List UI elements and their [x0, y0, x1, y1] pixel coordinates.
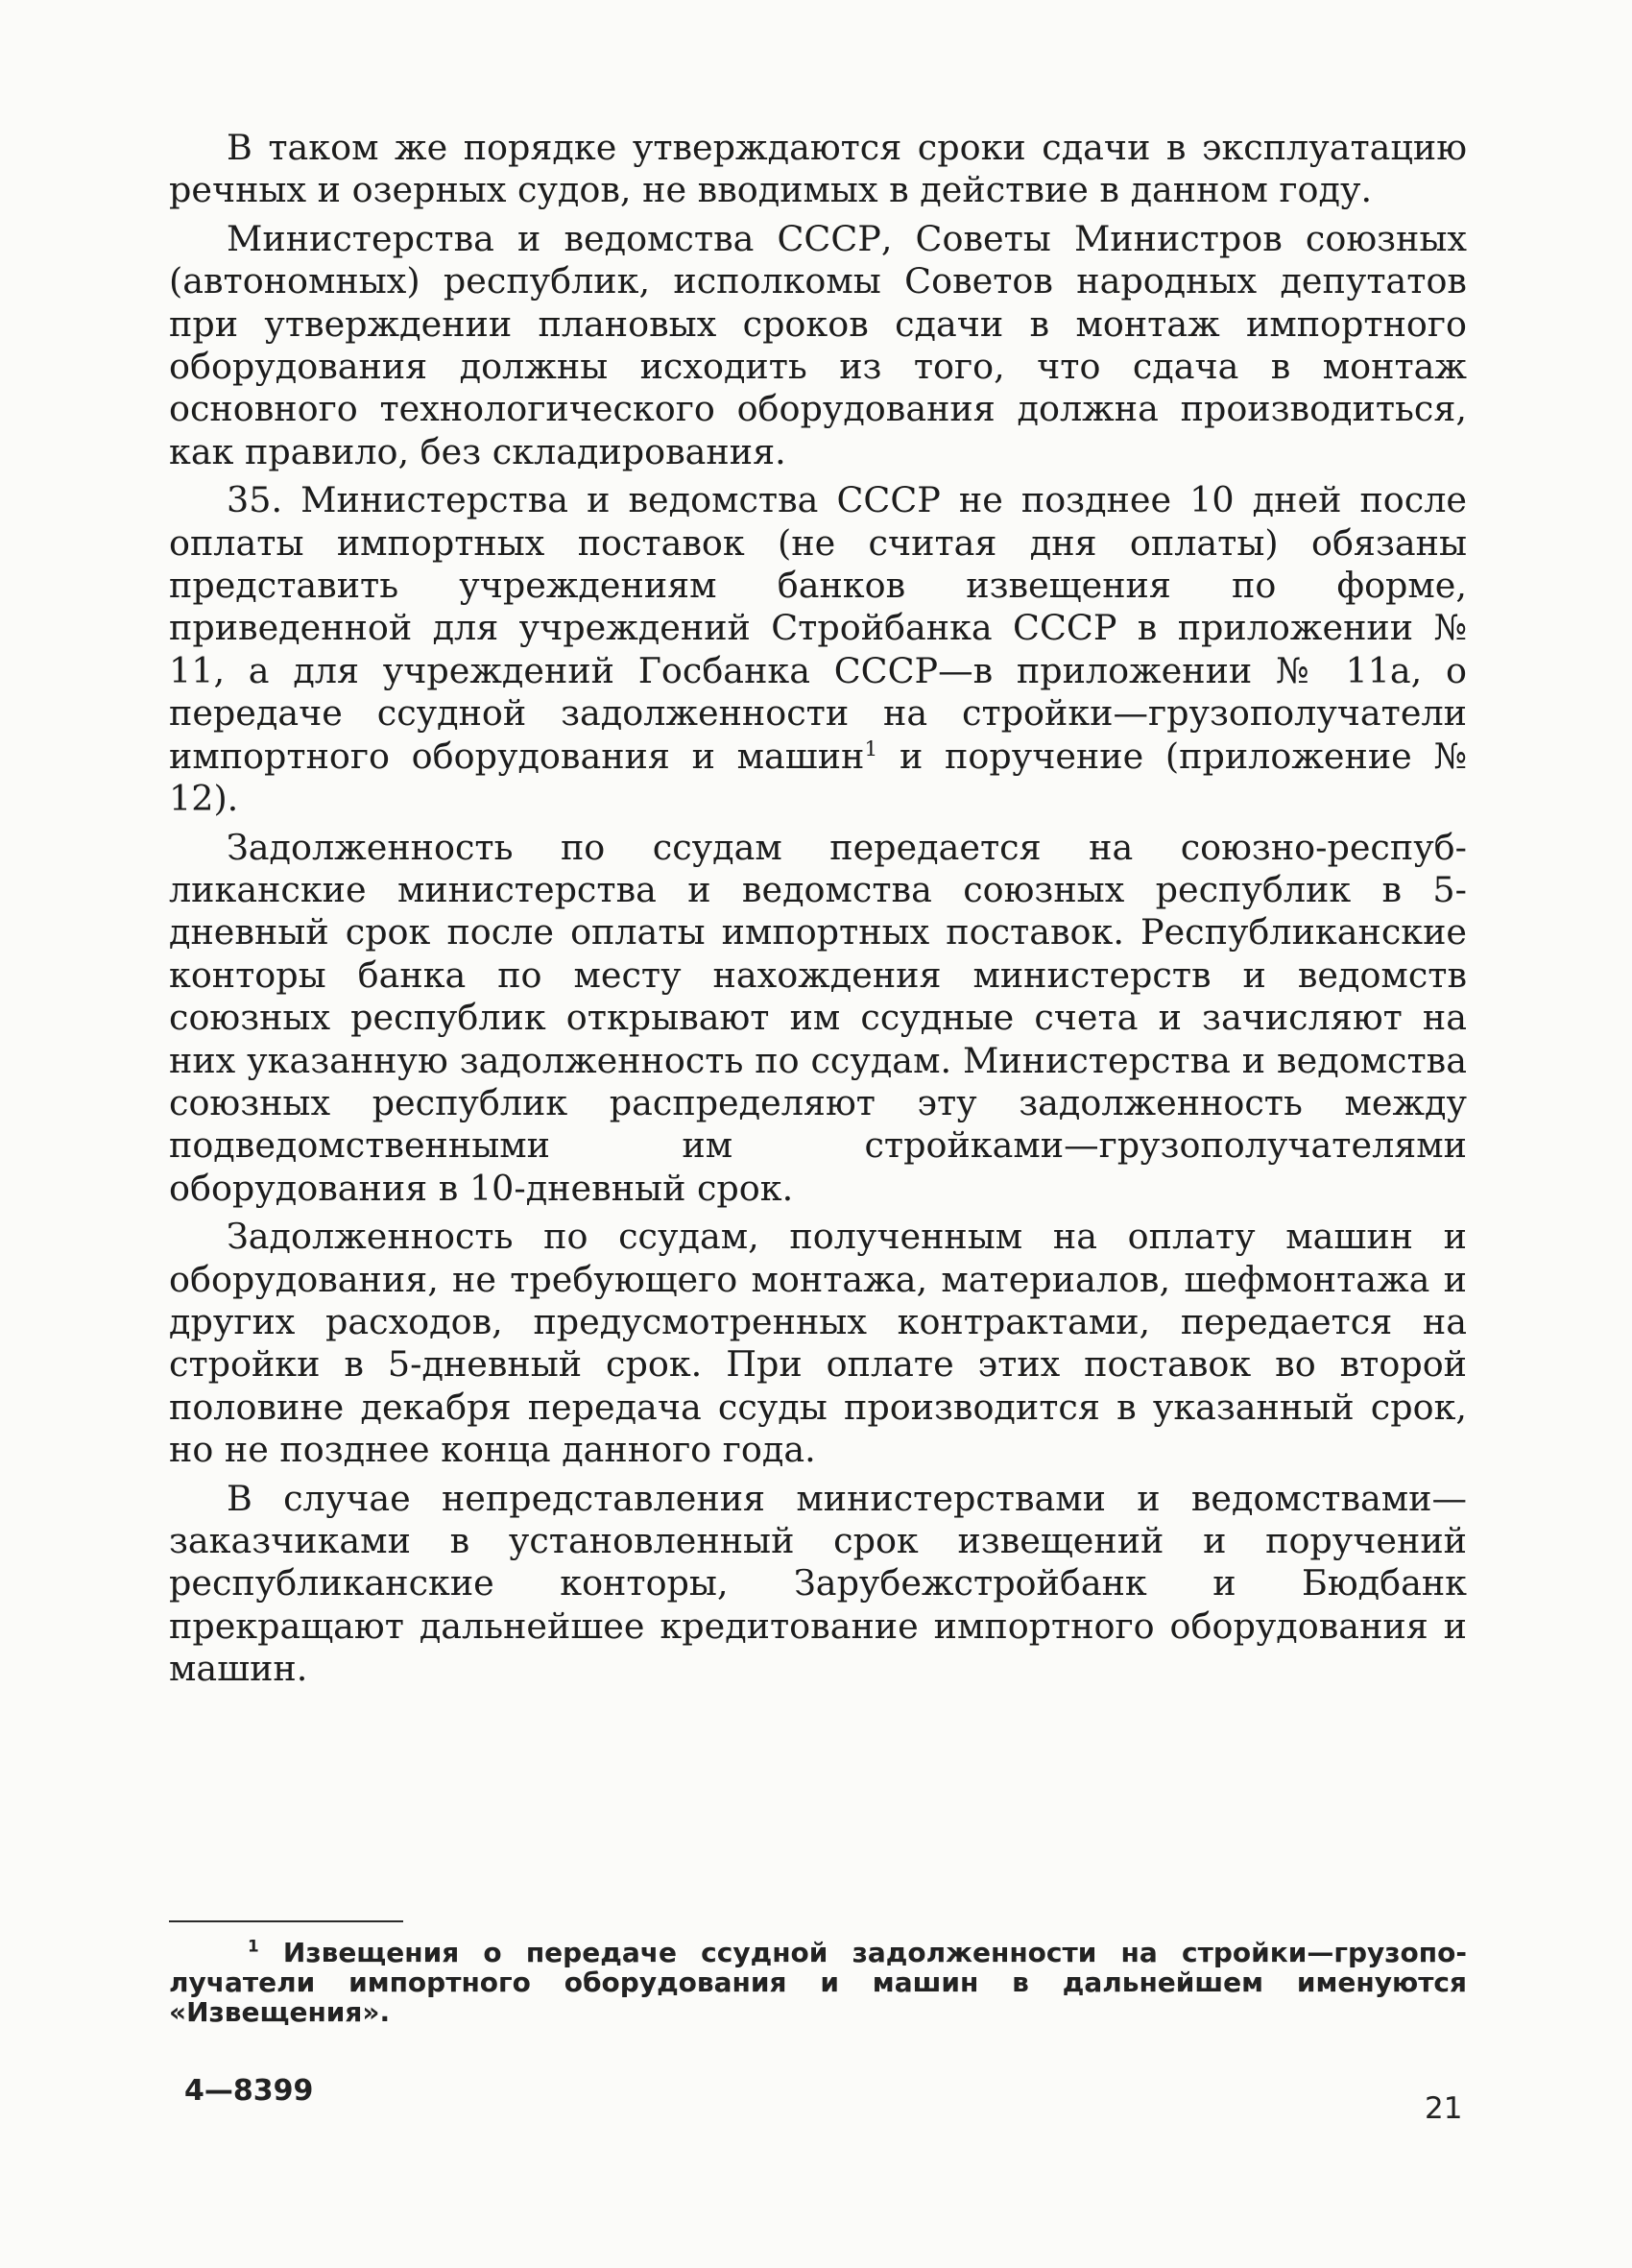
footnote-reference: 1: [864, 736, 878, 761]
page-number: 21: [1425, 2091, 1463, 2126]
footnote-mark: 1: [248, 1936, 259, 1956]
paragraph-6: В случае непредставления министерствами и ведомствами—заказчиками в установленный срок извещений и поручений республиканские конторы, Зарубежстройбанк и Бюдбанк прекращают дальнейшее кредитование импортного оборудования и машин.: [169, 1477, 1467, 1690]
footnote-text: Извещения о передаче ссудной задолженности на стройки—грузополучатели импортного оборудования и машин в дальнейшем именуются «Извещения».: [169, 1937, 1467, 2028]
paragraph-1: В таком же порядке утверждаются сроки сдачи в эксплуатацию речных и озерных судов, не вводимых в действие в данном году.: [169, 127, 1467, 211]
paragraph-3-text: 35. Министерства и ведомства СССР не позднее 10 дней после оплаты импортных поставок (не считая дня оплаты) обязаны представить учреждениям банков извещения по форме, приведенной для учреждений Стройбанка СССР в приложении № 11, а для учреждений Госбанка СССР—в приложении № 11а, о передаче ссудной задолженности на стройки—грузополучатели импортного оборудования и машин: [169, 479, 1467, 777]
paragraph-2: Министерства и ведомства СССР, Советы Министров союзных (автономных) республик, исполкомы Советов народных депутатов при утверждении плановых сроков сдачи в монтаж импортного оборудования должны исходить из того, что сдача в монтаж основного технологического оборудования должна производиться, как правило, без складирования.: [169, 217, 1467, 472]
paragraph-5: Задолженность по ссудам, полученным на оплату машин и оборудования, не требующего монтажа, материалов, шефмонтажа и других расходов, предусмотренных контрактами, передается на стройки в 5-дневный срок. При оплате этих поставок во второй половине декабря передача ссуды производится в указанный срок, но не позднее конца данного года.: [169, 1216, 1467, 1471]
signature-code: 4—8399: [184, 2074, 314, 2108]
paragraph-3: [169, 479, 1467, 820]
footnote: [169, 1938, 1467, 2027]
footnote-separator: [169, 1920, 403, 1922]
paragraph-3-tail: и поручение (приложение № 12).: [169, 735, 1467, 820]
main-text: [169, 127, 1467, 1691]
paragraph-4: Задолженность по ссудам передается на союзно-республиканские министерства и ведомства союзных республик в 5-дневный срок после оплаты импортных поставок. Республиканские конторы банка по месту нахождения министерств и ведомств союзных республик открывают им ссудные счета и зачисляют на них указанную задолженность по ссудам. Министерства и ведомства союзных республик распределяют эту задолженность между подведомственными им стройками—грузополучателями оборудования в 10-дневный срок.: [169, 826, 1467, 1209]
